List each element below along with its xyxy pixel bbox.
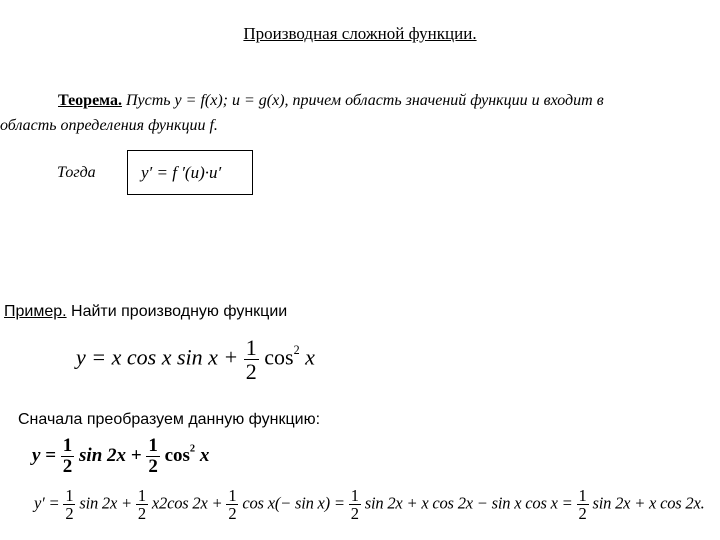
boxed-formula: y′ = f ′(u)·u′ [141, 163, 222, 182]
example-label: Пример. [4, 303, 67, 320]
f1-var: x [305, 344, 315, 370]
f1-exp: 2 [293, 342, 300, 357]
f3-num-2: 1 [137, 486, 146, 505]
f2-mid: sin 2x + [79, 444, 142, 466]
f3-fraction-2 [136, 487, 148, 523]
f3-term-5: sin 2x + x cos 2x. [592, 493, 705, 513]
f3-fraction-3 [226, 487, 238, 523]
f3-den-5: 2 [578, 504, 587, 524]
transformed-formula [32, 436, 209, 477]
f3-fraction-5 [577, 487, 589, 523]
f3-den-3: 2 [228, 504, 237, 524]
theorem-label: Теорема. [58, 92, 122, 109]
f3-num-1: 1 [65, 486, 74, 505]
f2-exp: 2 [189, 443, 196, 455]
f3-num-3: 1 [228, 486, 237, 505]
f2-cos: cos [164, 444, 190, 466]
f2-fraction-2 [146, 436, 160, 477]
f2-fraction-1 [61, 436, 75, 477]
then-label: Тогда [57, 164, 96, 181]
f3-fraction-4 [349, 487, 361, 523]
f3-num-5: 1 [578, 486, 587, 505]
f1-lhs: y = x cos x sin x + [76, 344, 239, 370]
derivative-formula [34, 487, 705, 523]
f2-lhs: y = [32, 444, 57, 466]
f2-num-1: 1 [62, 435, 73, 456]
f2-var: x [199, 444, 210, 466]
f1-den: 2 [245, 359, 257, 385]
f3-term-2: x2cos 2x + [151, 493, 223, 513]
f2-den-2: 2 [148, 455, 158, 477]
f3-lhs: y′ = [34, 493, 60, 513]
theorem-text-1: Пусть y = f(x); u = g(x), причем область значений функции u входит в [121, 92, 604, 109]
f3-term-1: sin 2x + [79, 493, 132, 513]
f2-num-2: 1 [148, 435, 158, 456]
f3-den-1: 2 [65, 504, 74, 524]
f3-den-2: 2 [137, 504, 146, 524]
theorem-line-1 [58, 92, 604, 110]
f3-fraction-1 [63, 487, 75, 523]
f3-term-4: sin 2x + x cos 2x − sin x cos x = [364, 493, 573, 513]
f1-num: 1 [245, 335, 257, 360]
theorem-line-2: область определения функции f. [0, 117, 218, 134]
f3-term-3: cos x(− sin x) = [242, 493, 345, 513]
function-formula [76, 336, 315, 383]
f1-cos: cos [264, 344, 294, 370]
f3-den-4: 2 [350, 504, 359, 524]
f3-num-4: 1 [350, 486, 359, 505]
f2-den-1: 2 [62, 455, 73, 477]
example-line [4, 303, 287, 321]
first-step-text: Сначала преобразуем данную функцию: [18, 411, 321, 428]
example-task: Найти производную функции [66, 303, 288, 320]
page-title: Производная сложной функции. [243, 24, 477, 43]
f1-fraction [244, 336, 259, 383]
